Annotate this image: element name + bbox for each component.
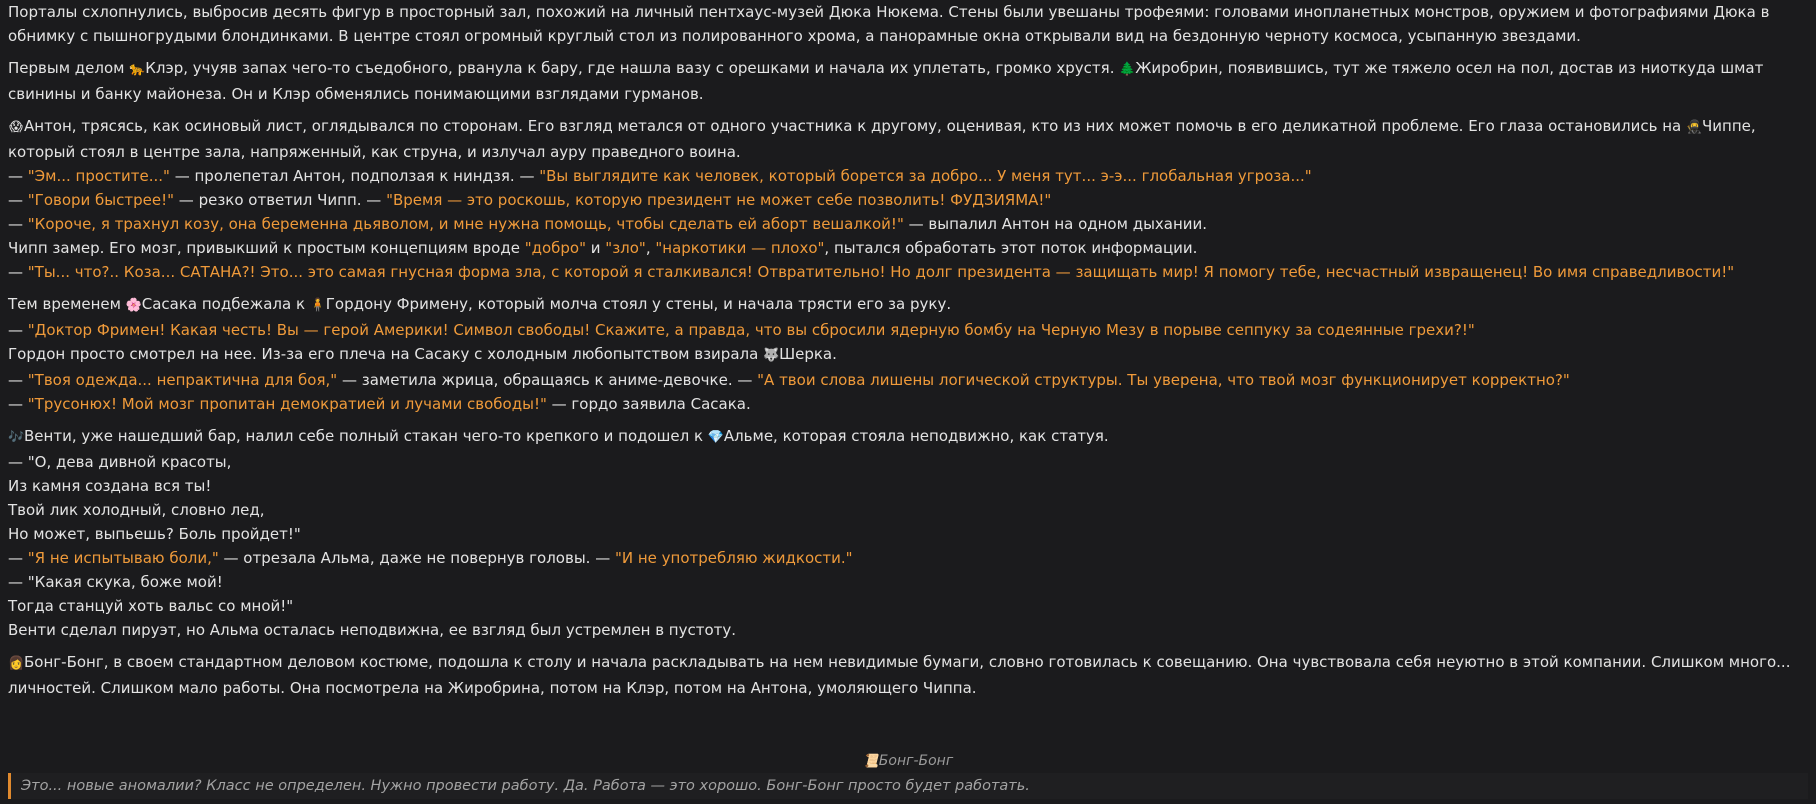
poem-line: — "О, дева дивной красоты,	[8, 453, 232, 471]
text-segment: —	[8, 549, 28, 567]
text-segment: Альме, которая стояла неподвижно, как статуя.	[723, 427, 1109, 445]
dialogue-line	[8, 188, 1808, 212]
text-segment: Сасака подбежала к	[141, 295, 310, 313]
narration-paragraph: Порталы схлопнулись, выбросив десять фигур в просторный зал, похожий на личный пентхаус-музей Дюка Нюкема. Стены были увешаны трофеями: головами инопланетных монстров, оружием и фотографиями Дюка в обнимку с пышногрудыми блондинками. В центре стоял огромный круглый стол из полированного хрома, а панорамные окна открывали вид на бездонную черноту космоса, усыпанную звездами.	[8, 3, 1770, 45]
quoted-speech: "И не употребляю жидкости."	[614, 549, 853, 567]
text-segment: —	[8, 321, 28, 339]
dialogue-line	[8, 260, 1808, 284]
text-segment: — пролепетал Антон, подползая к ниндзя. —	[169, 167, 540, 185]
text-segment: —	[8, 263, 28, 281]
poem-line: Но может, выпьешь? Боль пройдет!"	[8, 525, 301, 543]
gem-icon: 💎	[707, 430, 725, 445]
quoted-speech: "Эм... простите..."	[27, 167, 170, 185]
text-segment: Гордону Фримену, который молча стоял у стены, и начала трясти его за руку.	[325, 295, 952, 313]
narration-line	[8, 342, 1808, 368]
scroll-icon: 📜	[862, 754, 879, 769]
blossom-icon: 🌸	[125, 298, 142, 313]
chat-message-body	[8, 0, 1808, 700]
text-segment: Клэр, учуяв запах чего-то съедобного, рванула к бару, где нашла вазу с орешками и начала их уплетать, громко хрустя.	[145, 59, 1120, 77]
wolf-icon: 🐺	[763, 348, 780, 363]
quoted-speech: "наркотики — плохо"	[655, 239, 825, 257]
quote-author	[0, 749, 1816, 774]
text-segment: Первым делом	[8, 59, 130, 77]
text-segment: Тем временем	[8, 295, 126, 313]
quoted-speech: "Я не испытываю боли,"	[27, 549, 219, 567]
poem-line: Твой лик холодный, словно лед,	[8, 501, 265, 519]
narration-line	[8, 292, 1808, 318]
text-segment: Венти, уже нашедший бар, налил себе полный стакан чего-то крепкого и подошел к	[24, 427, 708, 445]
blockquote: Это... новые аномалии? Класс не определен. Нужно провести работу. Да. Работа — это хорошо. Бонг-Бонг просто будет работать.	[8, 773, 1808, 799]
narration-paragraph	[8, 114, 1808, 164]
text-segment: Шерка.	[779, 345, 837, 363]
quoted-speech: "Вы выглядите как человек, который борется за добро... У меня тут... э-э... глобальная угроза..."	[539, 167, 1312, 185]
quoted-speech: "А твои слова лишены логической структуры. Ты уверена, что твой мозг функционирует корректно?"	[757, 371, 1570, 389]
text-segment: — выпалил Антон на одном дыхании.	[903, 215, 1208, 233]
text-segment: — резко ответил Чипп. —	[174, 191, 387, 209]
music-notes-icon: 🎶	[8, 430, 25, 445]
dialogue-line	[8, 318, 1808, 342]
text-segment: — заметила жрица, обращаясь к аниме-девочке. —	[337, 371, 758, 389]
quoted-speech: "зло"	[605, 239, 646, 257]
quoted-speech: "Трусонюх! Мой мозг пропитан демократией и лучами свободы!"	[27, 395, 547, 413]
text-segment: — гордо заявила Сасака.	[546, 395, 751, 413]
dialogue-line	[8, 212, 1808, 236]
poem-line: Тогда станцуй хоть вальс со мной!"	[8, 597, 294, 615]
text-segment: —	[8, 191, 28, 209]
leopard-icon: 🐆	[129, 62, 146, 77]
poem-line: — "Какая скука, боже мой!	[8, 573, 223, 591]
text-segment: — отрезала Альма, даже не повернув головы. —	[218, 549, 615, 567]
narration-line	[8, 424, 1808, 450]
poem-line: Из камня создана вся ты!	[8, 477, 212, 495]
narration-line: Венти сделал пируэт, но Альма осталась неподвижна, ее взгляд был устремлен в пустоту.	[8, 621, 737, 639]
author-name: Бонг-Бонг	[878, 753, 954, 769]
narration-paragraph	[8, 650, 1808, 700]
text-segment: —	[8, 215, 28, 233]
dialogue-line	[8, 392, 1808, 416]
quoted-speech: "Твоя одежда... непрактична для боя,"	[27, 371, 338, 389]
text-segment: Бонг-Бонг, в своем стандартном деловом костюме, подошла к столу и начала раскладывать на нем невидимые бумаги, словно готовилась к совещанию. Она чувствовала себя неуютно в этой компании. Слишком много... личностей. Слишком мало работы. Она посмотрела на Жиробрина, потом на Клэр, потом на Антона, умоляющего Чиппа.	[8, 653, 1791, 697]
quoted-speech: "Доктор Фримен! Какая честь! Вы — герой Америки! Символ свободы! Скажите, а правда, что вы сбросили ядерную бомбу на Черную Мезу в порыве сеппуку за содеянные грехи?!"	[27, 321, 1475, 339]
narration-line	[8, 236, 1808, 260]
text-segment: Чипп замер. Его мозг, привыкший к простым концепциям вроде	[8, 239, 525, 257]
standing-person-icon: 🧍	[309, 298, 326, 313]
dialogue-line	[8, 546, 1808, 570]
text-segment: и	[586, 239, 606, 257]
text-segment: —	[8, 167, 28, 185]
ninja-icon: 🥷	[1686, 120, 1703, 135]
scared-face-icon: 😱	[9, 120, 23, 135]
tree-icon: 🌲	[1119, 62, 1136, 77]
narration-paragraph	[8, 56, 1808, 106]
dialogue-line	[8, 164, 1808, 188]
quoted-speech: "Короче, я трахнул козу, она беременна дьяволом, и мне нужна помощь, чтобы сделать ей аборт вешалкой!"	[27, 215, 904, 233]
text-segment: ,	[645, 239, 656, 257]
quoted-speech: "добро"	[524, 239, 586, 257]
quoted-speech: "Время — это роскошь, которую президент не может себе позволить! ФУДЗИЯМА!"	[386, 191, 1052, 209]
text-segment: Чиппе, который стоял в центре зала, напряженный, как струна, и излучал ауру праведного воина.	[8, 117, 1756, 161]
text-segment: —	[8, 395, 28, 413]
quoted-speech: "Ты... что?.. Коза... САТАНА?! Это... это самая гнусная форма зла, с которой я сталкивался! Отвратительно! Но долг президента — защищать мир! Я помогу тебе, несчастный извращенец! Во имя справедливости!"	[27, 263, 1735, 281]
text-segment: , пытался обработать этот поток информации.	[824, 239, 1198, 257]
quoted-speech: "Говори быстрее!"	[27, 191, 175, 209]
woman-icon: 👩	[8, 656, 25, 671]
dialogue-line	[8, 368, 1808, 392]
text-segment: Жиробрин, появившись, тут же тяжело осел на пол, достав из ниоткуда шмат свинины и банку майонеза. Он и Клэр обменялись понимающими взглядами гурманов.	[8, 59, 1764, 103]
text-segment: Антон, трясясь, как осиновый лист, оглядывался по сторонам. Его взгляд метался от одного участника к другому, оценивая, кто из них может помочь в его деликатной проблеме. Его глаза остановились на	[24, 117, 1686, 135]
text-segment: —	[8, 371, 28, 389]
text-segment: Гордон просто смотрел на нее. Из-за его плеча на Сасаку с холодным любопытством взирала	[8, 345, 764, 363]
